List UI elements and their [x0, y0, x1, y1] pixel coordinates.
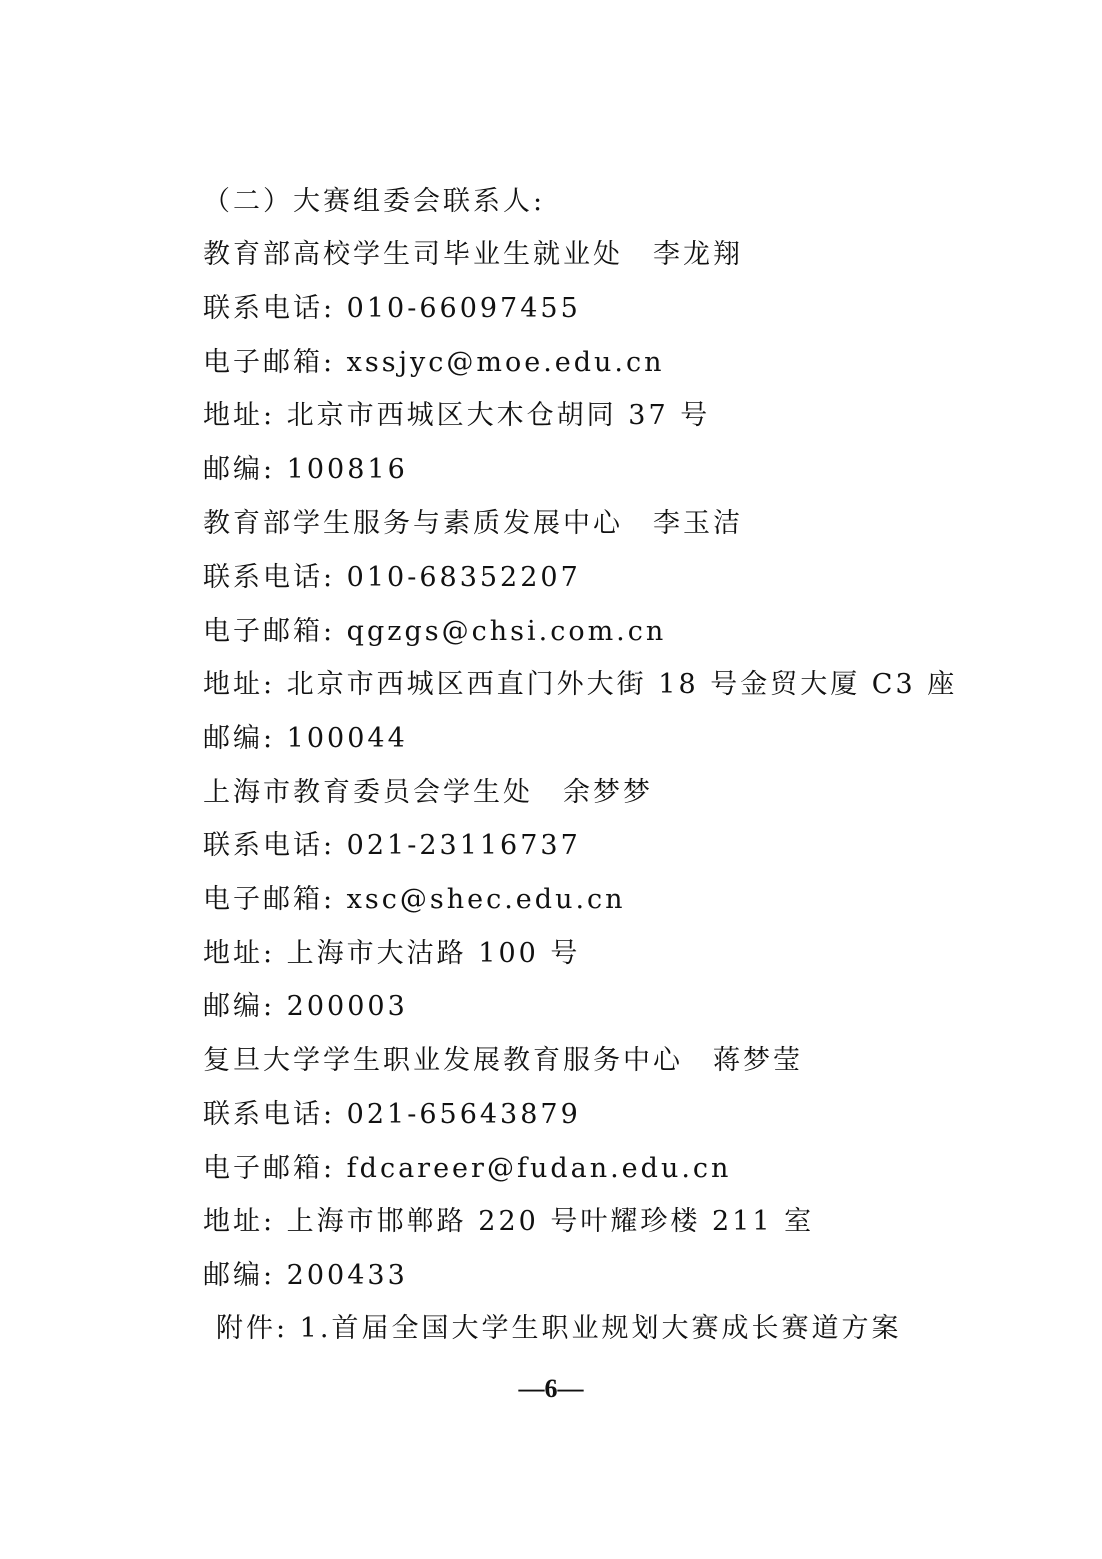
contact-email: 电子邮箱: fdcareer@fudan.edu.cn: [203, 1153, 732, 1184]
contact-phone: 联系电话: 021-23116737: [203, 830, 581, 861]
contact-org: 教育部高校学生司毕业生就业处 李龙翔: [203, 239, 743, 270]
contact-postcode: 邮编: 200003: [203, 991, 408, 1022]
page-number: —6—: [518, 1374, 584, 1403]
contact-address: 地址: 上海市邯郸路 220 号叶耀珍楼 211 室: [203, 1206, 815, 1237]
contact-org: 上海市教育委员会学生处 余梦梦: [203, 777, 653, 808]
contact-phone: 联系电话: 010-68352207: [203, 562, 581, 593]
contact-address: 地址: 北京市西城区大木仓胡同 37 号: [203, 400, 711, 431]
contact-email: 电子邮箱: xssjyc@moe.edu.cn: [203, 347, 665, 378]
contact-postcode: 邮编: 100816: [203, 454, 408, 485]
contact-postcode: 邮编: 100044: [203, 723, 408, 754]
contact-postcode: 邮编: 200433: [203, 1260, 408, 1291]
contact-email: 电子邮箱: qgzgs@chsi.com.cn: [203, 616, 667, 647]
section-heading: （二）大赛组委会联系人:: [203, 186, 546, 217]
contact-org: 教育部学生服务与素质发展中心 李玉洁: [203, 508, 743, 539]
contact-org: 复旦大学学生职业发展教育服务中心 蒋梦莹: [203, 1045, 803, 1076]
contact-address: 地址: 北京市西城区西直门外大街 18 号金贸大厦 C3 座: [203, 669, 958, 700]
contact-phone: 联系电话: 021-65643879: [203, 1099, 581, 1130]
attachment-line: 附件: 1.首届全国大学生职业规划大赛成长赛道方案: [216, 1313, 902, 1344]
contact-phone: 联系电话: 010-66097455: [203, 293, 581, 324]
contact-address: 地址: 上海市大沽路 100 号: [203, 938, 581, 969]
contact-email: 电子邮箱: xsc@shec.edu.cn: [203, 884, 626, 915]
